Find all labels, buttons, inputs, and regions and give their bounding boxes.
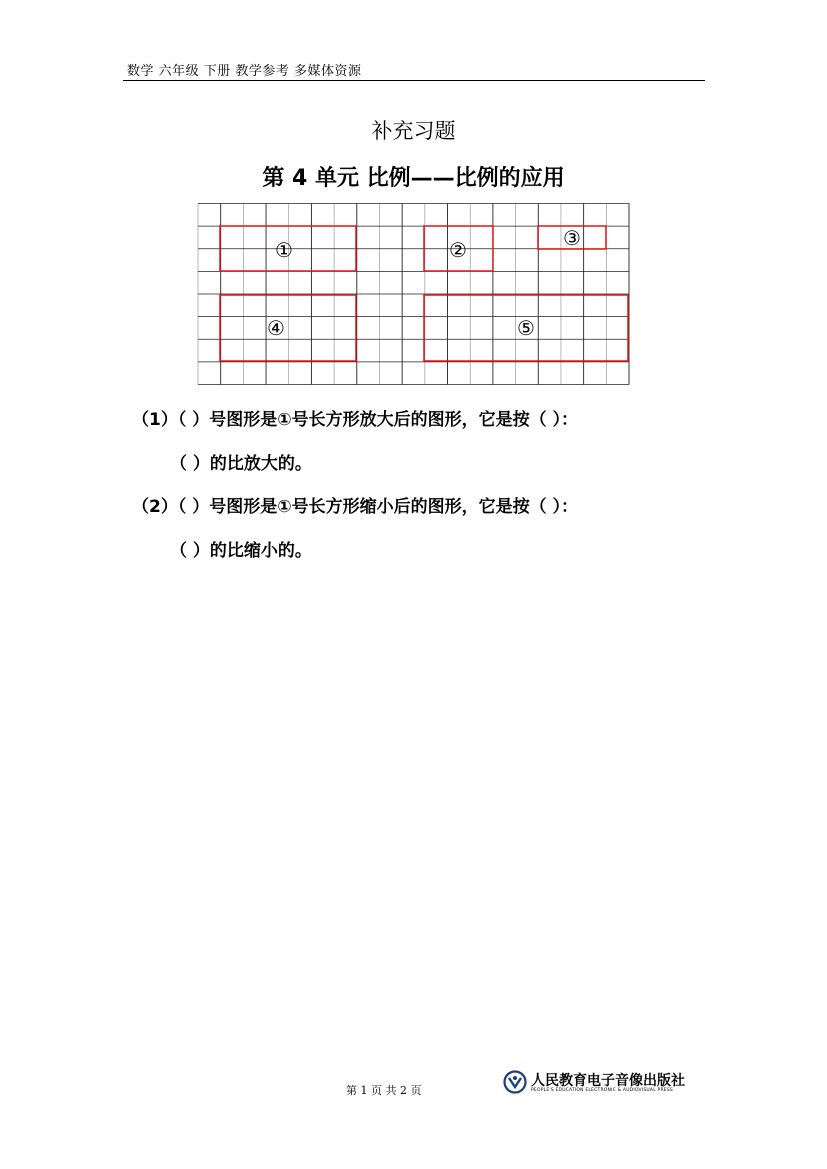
publisher-emblem-icon: [503, 1070, 527, 1094]
label-5: ⑤: [517, 316, 535, 340]
question-2-line-1: （2）（ ）号图形是①号长方形缩小后的图形，它是按（ ）：: [132, 497, 579, 517]
page-title: 补充习题: [371, 119, 456, 143]
page-number: 第 1 页 共 2 页: [346, 1084, 422, 1097]
publisher-logo: [503, 1069, 703, 1095]
label-2: ②: [449, 238, 467, 262]
rect-4: [220, 295, 356, 361]
publisher-name: 人民教育电子音像出版社: [531, 1073, 685, 1089]
grid-figure: [197, 203, 630, 385]
question-1-line-2: （ ）的比放大的。: [170, 454, 312, 474]
header-text: 数学 六年级 下册 教学参考 多媒体资源: [127, 64, 362, 79]
question-2-line-2: （ ）的比缩小的。: [170, 541, 312, 561]
label-3: ③: [563, 226, 581, 250]
publisher-english: PEOPLE'S EDUCATION ELECTRONIC & AUDIOVISUAL PRESS: [531, 1088, 673, 1093]
page-header: [123, 58, 705, 81]
unit-title: 第 4 单元 比例——比例的应用: [262, 166, 565, 191]
question-1-line-1: （1）（ ）号图形是①号长方形放大后的图形，它是按（ ）：: [132, 410, 579, 430]
label-1: ①: [275, 238, 293, 262]
label-4: ④: [267, 316, 285, 340]
